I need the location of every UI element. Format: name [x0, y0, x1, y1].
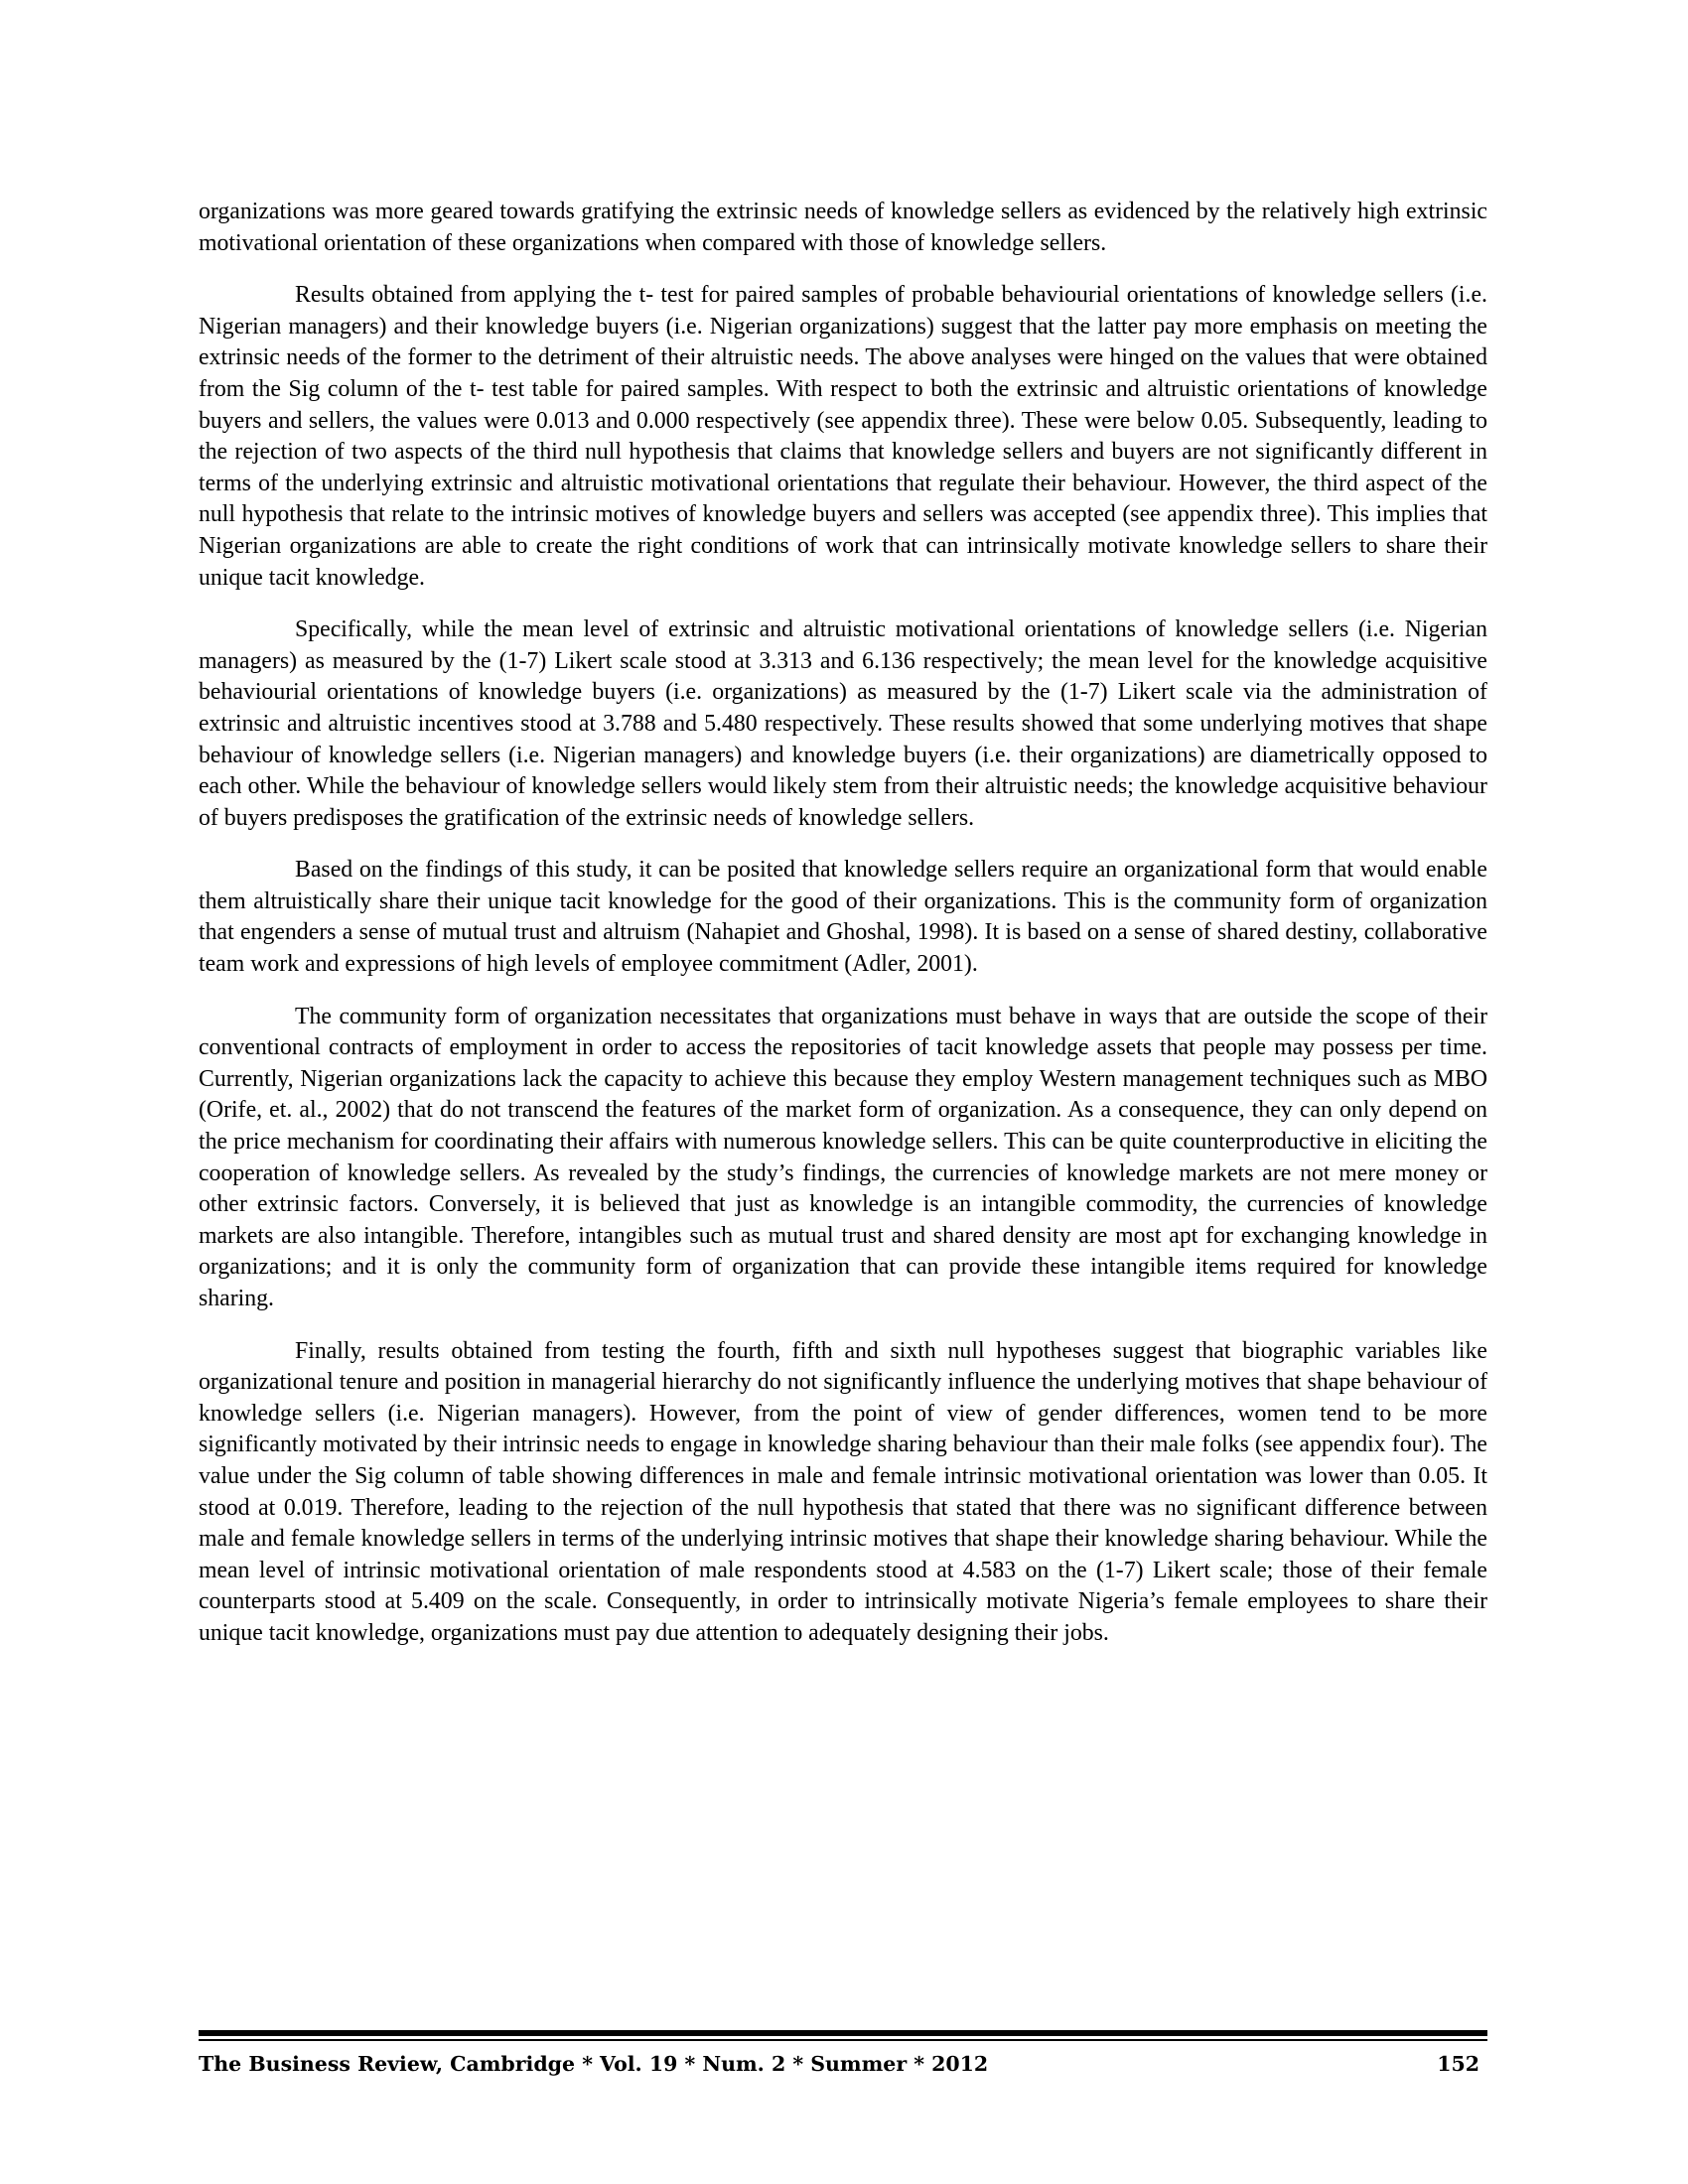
paragraph-continuation: organizations was more geared towards gratifying the extrinsic needs of knowledge sellers as evidenced by the relatively high extrinsic motivational orientation of these organizations when compared with those of knowledge sellers.	[199, 199, 1487, 256]
paragraph-ttest-results: Results obtained from applying the t- test for paired samples of probable behaviourial orientations of knowledge sellers (i.e. Nigerian managers) and their knowledge buyers (i.e. Nigerian organizations) suggest that the latter pay more emphasis on meeting the extrinsic needs of the former to the detriment of their altruistic needs. The above analyses were hinged on the values that were obtained from the Sig column of the t- test table for paired samples. With respect to both the extrinsic and altruistic orientations of knowledge buyers and sellers, the values were 0.013 and 0.000 respectively (see appendix three). These were below 0.05. Subsequently, leading to the rejection of two aspects of the third null hypothesis that claims that knowledge sellers and buyers are not significantly different in terms of the underlying extrinsic and altruistic motivational orientations that regulate their behaviour. However, the third aspect of the null hypothesis that relate to the intrinsic motives of knowledge buyers and sellers was accepted (see appendix three). This implies that Nigerian organizations are able to create the right conditions of work that can intrinsically motivate knowledge sellers to share their unique tacit knowledge.	[199, 282, 1487, 591]
footer-journal-title: The Business Review, Cambridge * Vol. 19 * Num. 2 * Summer * 2012	[199, 2052, 989, 2076]
paragraph-mean-levels: Specifically, while the mean level of extrinsic and altruistic motivational orientations of knowledge sellers (i.e. Nigerian managers) as measured by the (1-7) Likert scale stood at 3.313 and 6.136 respectively; the mean level for the knowledge acquisitive behaviourial orientations of knowledge buyers (i.e. organizations) as measured by the (1-7) Likert scale via the administration of extrinsic and altruistic incentives stood at 3.788 and 5.480 respectively. These results showed that some underlying motives that shape behaviour of knowledge sellers (i.e. Nigerian managers) and knowledge buyers (i.e. their organizations) are diametrically opposed to each other. While the behaviour of knowledge sellers would likely stem from their altruistic needs; the knowledge acquisitive behaviour of buyers predisposes the gratification of the extrinsic needs of knowledge sellers.	[199, 616, 1487, 831]
page-footer	[199, 2049, 1487, 2079]
page-number: 152	[1437, 2052, 1479, 2076]
paragraph-community-form: Based on the findings of this study, it can be posited that knowledge sellers require an organizational form that would enable them altruistically share their unique tacit knowledge for the good of their organizations. This is the community form of organization that engenders a sense of mutual trust and altruism (Nahapiet and Ghoshal, 1998). It is based on a sense of shared destiny, collaborative team work and expressions of high levels of employee commitment (Adler, 2001).	[199, 857, 1487, 978]
footer-rule-thick	[199, 2030, 1487, 2036]
paragraph-gender-differences: Finally, results obtained from testing the fourth, fifth and sixth null hypotheses suggest that biographic variables like organizational tenure and position in managerial hierarchy do not significantly influence the underlying motives that shape behaviour of knowledge sellers (i.e. Nigerian managers). However, from the point of view of gender differences, women tend to be more significantly motivated by their intrinsic needs to engage in knowledge sharing behaviour than their male folks (see appendix four). The value under the Sig column of table showing differences in male and female intrinsic motivational orientation was lower than 0.05. It stood at 0.019. Therefore, leading to the rejection of the null hypothesis that stated that there was no significant difference between male and female knowledge sellers in terms of the underlying intrinsic motives that shape their knowledge sharing behaviour. While the mean level of intrinsic motivational orientation of male respondents stood at 4.583 on the (1-7) Likert scale; those of their female counterparts stood at 5.409 on the scale. Consequently, in order to intrinsically motivate Nigeria’s female employees to share their unique tacit knowledge, organizations must pay due attention to adequately designing their jobs.	[199, 1337, 1487, 1646]
footer-rule-thin	[199, 2039, 1487, 2041]
body-text	[199, 197, 1487, 1671]
paragraph-organization-behaviour: The community form of organization necessitates that organizations must behave in ways that are outside the scope of their conventional contracts of employment in order to access the repositories of tacit knowledge assets that people may possess per time. Currently, Nigerian organizations lack the capacity to achieve this because they employ Western management techniques such as MBO (Orife, et. al., 2002) that do not transcend the features of the market form of organization. As a consequence, they can only depend on the price mechanism for coordinating their affairs with numerous knowledge sellers. This can be quite counterproductive in eliciting the cooperation of knowledge sellers. As revealed by the study’s findings, the currencies of knowledge markets are not mere money or other extrinsic factors. Conversely, it is believed that just as knowledge is an intangible commodity, the currencies of knowledge markets are also intangible. Therefore, intangibles such as mutual trust and shared density are most apt for exchanging knowledge in organizations; and it is only the community form of organization that can provide these intangible items required for knowledge sharing.	[199, 1003, 1487, 1311]
